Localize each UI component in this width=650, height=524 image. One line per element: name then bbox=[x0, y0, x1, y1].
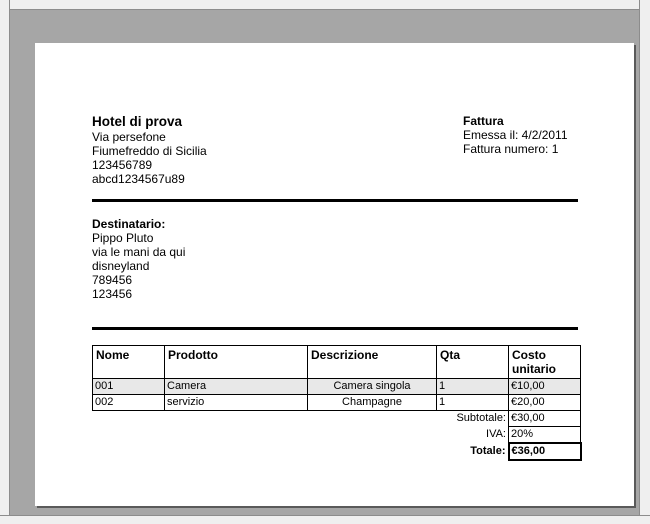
empty-cell bbox=[93, 427, 165, 444]
window-frame-top bbox=[0, 0, 650, 10]
invoice-info-block bbox=[463, 114, 568, 156]
empty-cell bbox=[165, 427, 308, 444]
recipient-city: disneyland bbox=[92, 259, 150, 273]
table-row bbox=[93, 395, 581, 411]
header-costo-line2: unitario bbox=[512, 362, 556, 376]
recipient-zip: 789456 bbox=[92, 273, 133, 287]
invoice-number: Fattura numero: 1 bbox=[463, 142, 559, 156]
vat-row bbox=[93, 427, 581, 444]
sender-address: Via persefone bbox=[92, 130, 166, 144]
recipient-block bbox=[92, 217, 185, 301]
cell-descrizione: Camera singola bbox=[308, 379, 437, 395]
cell-qta: 1 bbox=[437, 395, 509, 411]
empty-cell bbox=[93, 443, 165, 460]
header-descrizione: Descrizione bbox=[308, 346, 437, 379]
total-row bbox=[93, 443, 581, 460]
vat-label: IVA: bbox=[437, 427, 509, 444]
total-value: €36,00 bbox=[509, 443, 581, 460]
empty-cell bbox=[93, 411, 165, 427]
sender-phone: 123456789 bbox=[92, 158, 153, 172]
header-costo-line1: Costo bbox=[512, 348, 546, 362]
cell-qta: 1 bbox=[437, 379, 509, 395]
empty-cell bbox=[308, 411, 437, 427]
vat-value: 20% bbox=[509, 427, 581, 444]
cell-prodotto: servizio bbox=[165, 395, 308, 411]
recipient-address: via le mani da qui bbox=[92, 245, 186, 259]
total-label: Totale: bbox=[437, 443, 509, 460]
divider-bottom bbox=[92, 327, 578, 330]
subtotal-label: Subtotale: bbox=[437, 411, 509, 427]
table-header-row bbox=[93, 346, 581, 379]
invoice-page bbox=[35, 43, 634, 506]
header-nome: Nome bbox=[93, 346, 165, 379]
header-qta: Qta bbox=[437, 346, 509, 379]
subtotal-value: €30,00 bbox=[509, 411, 581, 427]
invoice-heading: Fattura bbox=[463, 114, 504, 128]
header-costo-unitario bbox=[509, 346, 581, 379]
header-prodotto: Prodotto bbox=[165, 346, 308, 379]
window-frame-right bbox=[639, 0, 650, 524]
recipient-name: Pippo Pluto bbox=[92, 231, 154, 245]
cell-costo: €20,00 bbox=[509, 395, 581, 411]
cell-costo: €10,00 bbox=[509, 379, 581, 395]
subtotal-row bbox=[93, 411, 581, 427]
recipient-code: 123456 bbox=[92, 287, 133, 301]
cell-prodotto: Camera bbox=[165, 379, 308, 395]
table-row bbox=[93, 379, 581, 395]
empty-cell bbox=[308, 427, 437, 444]
sender-city: Fiumefreddo di Sicilia bbox=[92, 144, 207, 158]
recipient-heading: Destinatario: bbox=[92, 217, 166, 231]
items-table bbox=[92, 345, 582, 461]
empty-cell bbox=[308, 443, 437, 460]
invoice-issued-date: Emessa il: 4/2/2011 bbox=[463, 128, 568, 142]
sender-name: Hotel di prova bbox=[92, 114, 183, 129]
sender-tax-code: abcd1234567u89 bbox=[92, 172, 185, 186]
window-frame-bottom bbox=[0, 515, 650, 524]
divider-top bbox=[92, 199, 578, 202]
empty-cell bbox=[165, 443, 308, 460]
sender-block bbox=[92, 114, 207, 186]
window-frame-left bbox=[0, 0, 10, 524]
cell-nome: 002 bbox=[93, 395, 165, 411]
cell-nome: 001 bbox=[93, 379, 165, 395]
empty-cell bbox=[165, 411, 308, 427]
cell-descrizione: Champagne bbox=[308, 395, 437, 411]
